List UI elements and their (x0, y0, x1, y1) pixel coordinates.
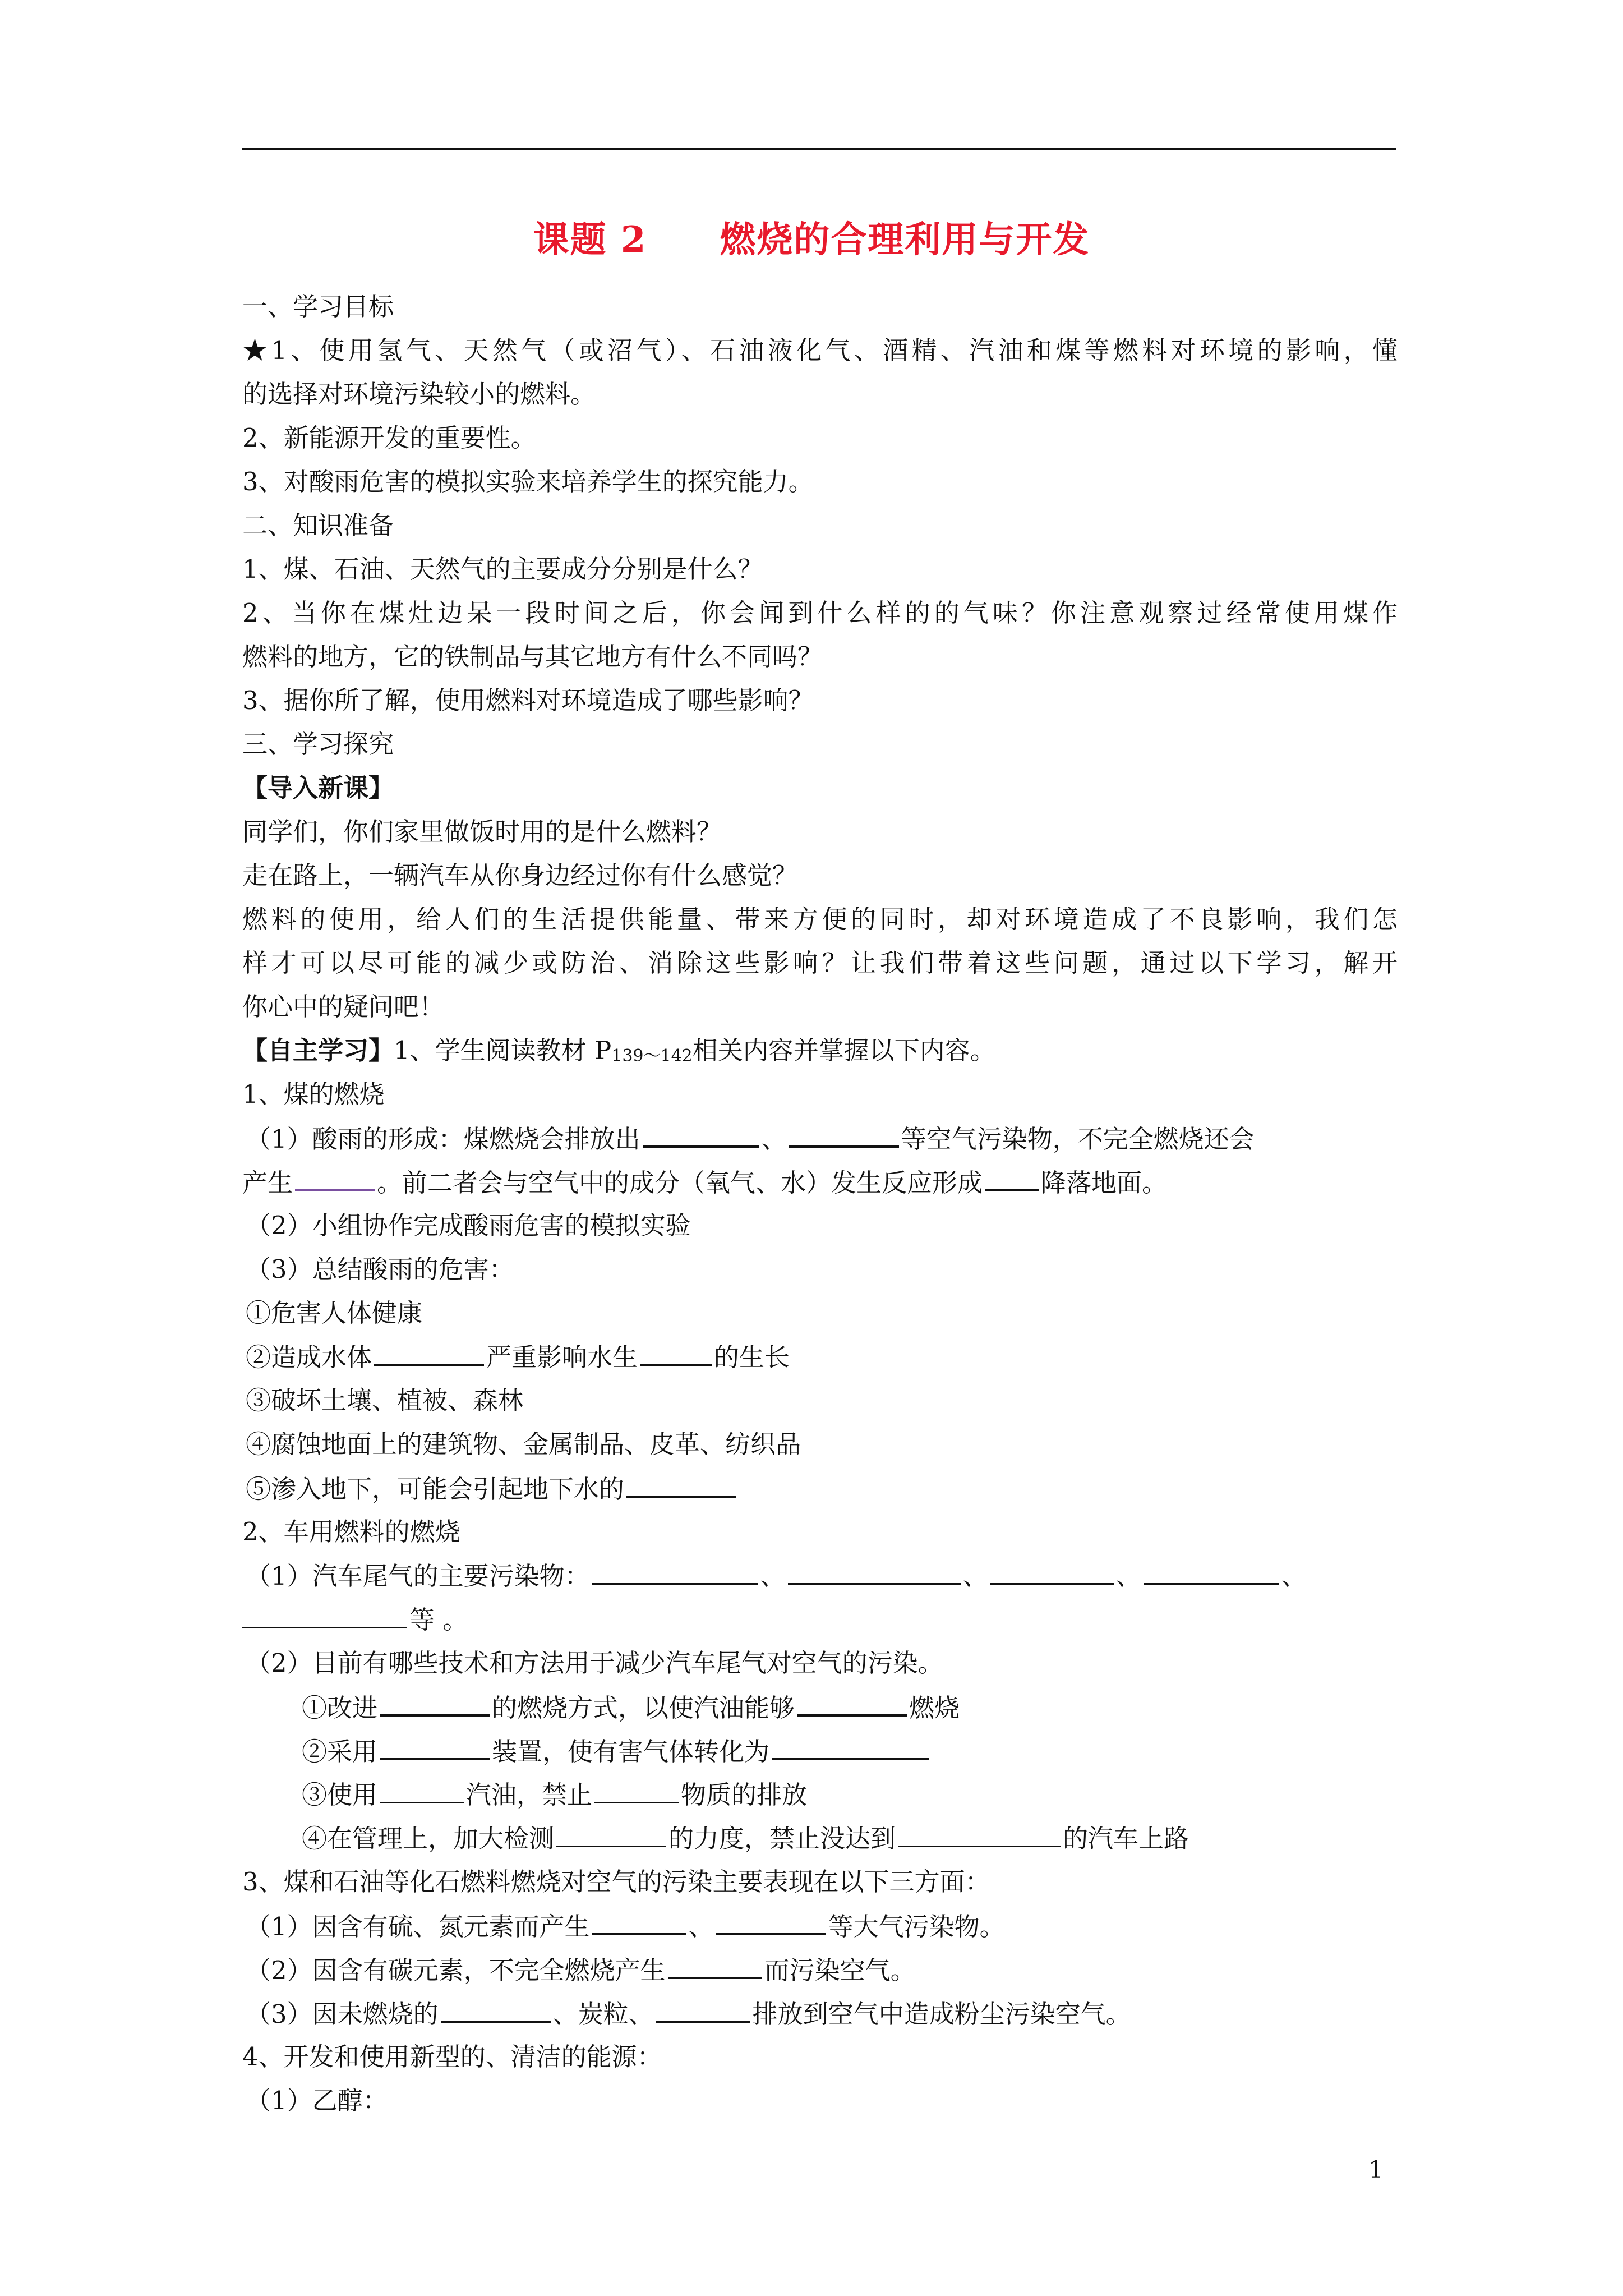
header-rule (242, 148, 1396, 150)
fill-in-line (242, 1991, 1398, 2035)
paragraph-line: 走在路上，一辆汽车从你身边经过你有什么感觉？ (242, 861, 798, 890)
section-heading: 二、知识准备 (242, 510, 394, 540)
text-segment: （3）因未燃烧的 (246, 1999, 439, 2029)
separator: 、 (962, 1561, 988, 1591)
text-segment: 装置，使有害气体转化为 (492, 1737, 770, 1766)
answer-blank[interactable] (716, 1904, 826, 1935)
text-segment: 而污染空气。 (764, 1955, 916, 1985)
fill-in-line (242, 1554, 1398, 1598)
list-item: （1）乙醇： (246, 2086, 388, 2115)
paragraph-line: 你心中的疑问吧！ (242, 992, 445, 1022)
text-segment: 、炭粒、 (552, 1999, 654, 2029)
text-segment: 的生长 (714, 1342, 790, 1372)
text-segment: 降落地面。 (1041, 1168, 1168, 1198)
text-segment: 产生 (242, 1168, 293, 1198)
list-heading: 1、煤的燃烧 (242, 1079, 385, 1109)
fill-in-line (242, 1685, 1398, 1729)
answer-blank[interactable] (640, 1335, 712, 1366)
text-segment: ①改进 (302, 1693, 378, 1723)
fill-in-line (242, 1729, 1398, 1773)
page-range-subscript: 139～142 (611, 1046, 693, 1066)
answer-blank[interactable] (985, 1160, 1039, 1191)
fill-in-line (242, 1948, 1398, 1991)
paragraph-line: 的选择对环境污染较小的燃料。 (242, 379, 596, 409)
text-segment: 物质的排放 (681, 1780, 808, 1810)
text-segment: 的力度，禁止没达到 (668, 1824, 896, 1853)
text-segment: （1）汽车尾气的主要污染物： (246, 1561, 590, 1591)
list-item: 1、煤、石油、天然气的主要成分分别是什么？ (242, 554, 763, 584)
title-label: 课题 2 (533, 219, 647, 261)
text-segment: 汽油，禁止 (466, 1780, 593, 1810)
title-text: 燃烧的合理利用与开发 (720, 219, 1090, 261)
answer-blank[interactable] (990, 1554, 1114, 1585)
text-segment: 的燃烧方式，以使汽油能够 (492, 1693, 795, 1723)
page-number: 1 (1368, 2156, 1384, 2183)
subsection-heading: 【自主学习】 (242, 1036, 394, 1065)
paragraph-line: 样才可以尽可能的减少或防治、消除这些影响？让我们带着这些问题，通过以下学习，解开 (242, 948, 1398, 978)
list-item: 3、据你所了解，使用燃料对环境造成了哪些影响？ (242, 685, 814, 715)
list-item: ①危害人体健康 (246, 1298, 423, 1328)
list-item: ④腐蚀地面上的建筑物、金属制品、皮革、纺织品 (246, 1429, 801, 1459)
list-heading: 4、开发和使用新型的、清洁的能源： (242, 2042, 662, 2072)
separator: 、 (1281, 1561, 1307, 1591)
answer-blank[interactable] (592, 1904, 686, 1935)
text-segment: 、 (688, 1912, 714, 1941)
text-segment: ⑤渗入地下，可能会引起地下水的 (246, 1474, 625, 1504)
separator: 、 (760, 1561, 786, 1591)
answer-blank[interactable] (295, 1160, 375, 1191)
text-segment: 1、学生阅读教材 P (394, 1036, 612, 1065)
answer-blank[interactable] (380, 1729, 490, 1760)
fill-in-line (242, 1773, 1398, 1816)
text-segment: 。前二者会与空气中的成分（氧气、水）发生反应形成 (377, 1168, 983, 1198)
paragraph-line: 同学们，你们家里做饭时用的是什么燃料？ (242, 817, 722, 846)
text-segment: （1）因含有硫、氮元素而产生 (246, 1912, 590, 1941)
answer-blank[interactable] (242, 1598, 407, 1628)
answer-blank[interactable] (626, 1466, 736, 1498)
answer-blank[interactable] (441, 1991, 551, 2023)
list-item: ③破坏土壤、植被、森林 (246, 1386, 524, 1415)
list-item: 2、新能源开发的重要性。 (242, 423, 536, 453)
paragraph-line: ★1、使用氢气、天然气（或沼气）、石油液化气、酒精、汽油和煤等燃料对环境的影响，懂 (242, 335, 1398, 365)
subsection-heading: 【导入新课】 (242, 773, 394, 803)
text-segment: （1）酸雨的形成：煤燃烧会排放出 (246, 1124, 640, 1154)
paragraph-line: 燃料的地方，它的铁制品与其它地方有什么不同吗？ (242, 642, 823, 671)
fill-in-line (242, 1116, 1398, 1160)
document-body (242, 285, 1398, 2123)
text-segment: 相关内容并掌握以下内容。 (692, 1036, 995, 1065)
text-segment: ③使用 (302, 1780, 378, 1810)
list-item: （2）目前有哪些技术和方法用于减少汽车尾气对空气的污染。 (246, 1648, 943, 1678)
text-segment: 等空气污染物，不完全燃烧还会 (901, 1124, 1255, 1154)
text-segment: ②造成水体 (246, 1342, 372, 1372)
answer-blank[interactable] (789, 1116, 899, 1148)
answer-blank[interactable] (797, 1685, 907, 1717)
section-heading: 三、学习探究 (242, 729, 394, 759)
separator: 、 (1115, 1561, 1141, 1591)
answer-blank[interactable] (380, 1685, 490, 1717)
fill-in-line (242, 1335, 1398, 1379)
answer-blank[interactable] (898, 1816, 1061, 1847)
text-segment: ④在管理上，加大检测 (302, 1824, 555, 1853)
answer-blank[interactable] (592, 1554, 758, 1585)
list-heading: 3、煤和石油等化石燃料燃烧对空气的污染主要表现在以下三方面： (242, 1867, 990, 1897)
text-segment: 燃烧 (909, 1693, 960, 1723)
fill-in-line (242, 1816, 1398, 1860)
paragraph-line (242, 1029, 1398, 1073)
paragraph-line: 燃料的使用，给人们的生活提供能量、带来方便的同时，却对环境造成了不良影响，我们怎 (242, 904, 1398, 934)
answer-blank[interactable] (380, 1773, 464, 1803)
text-segment: ②采用 (302, 1737, 378, 1766)
list-item: （2）小组协作完成酸雨危害的模拟实验 (246, 1211, 691, 1240)
text-segment: 排放到空气中造成粉尘污染空气。 (752, 1999, 1131, 2029)
list-item: （3）总结酸雨的危害： (246, 1254, 514, 1284)
answer-blank[interactable] (643, 1116, 759, 1148)
answer-blank[interactable] (556, 1816, 666, 1847)
answer-blank[interactable] (668, 1948, 762, 1979)
answer-blank[interactable] (1144, 1554, 1279, 1585)
fill-in-line (242, 1466, 1398, 1510)
page-title (0, 212, 1623, 268)
answer-blank[interactable] (374, 1335, 484, 1366)
answer-blank[interactable] (772, 1729, 929, 1760)
text-segment: 的汽车上路 (1063, 1824, 1189, 1853)
section-heading: 一、学习目标 (242, 292, 394, 321)
text-segment: 等大气污染物。 (828, 1912, 1005, 1941)
answer-blank[interactable] (656, 1991, 750, 2023)
list-heading: 2、车用燃料的燃烧 (242, 1517, 460, 1547)
paragraph-line: 2、当你在煤灶边呆一段时间之后，你会闻到什么样的的气味？你注意观察过经常使用煤作 (242, 598, 1398, 628)
fill-in-line (242, 1904, 1398, 1948)
list-item: 3、对酸雨危害的模拟实验来培养学生的探究能力。 (242, 467, 814, 496)
text-segment: 等 。 (409, 1605, 468, 1635)
text-segment: 、 (761, 1124, 787, 1154)
text-segment: （2）因含有碳元素，不完全燃烧产生 (246, 1955, 666, 1985)
answer-blank[interactable] (594, 1773, 679, 1803)
fill-in-line (242, 1598, 1398, 1641)
text-segment: 严重影响水生 (486, 1342, 638, 1372)
answer-blank[interactable] (788, 1554, 961, 1585)
fill-in-line (242, 1160, 1398, 1204)
